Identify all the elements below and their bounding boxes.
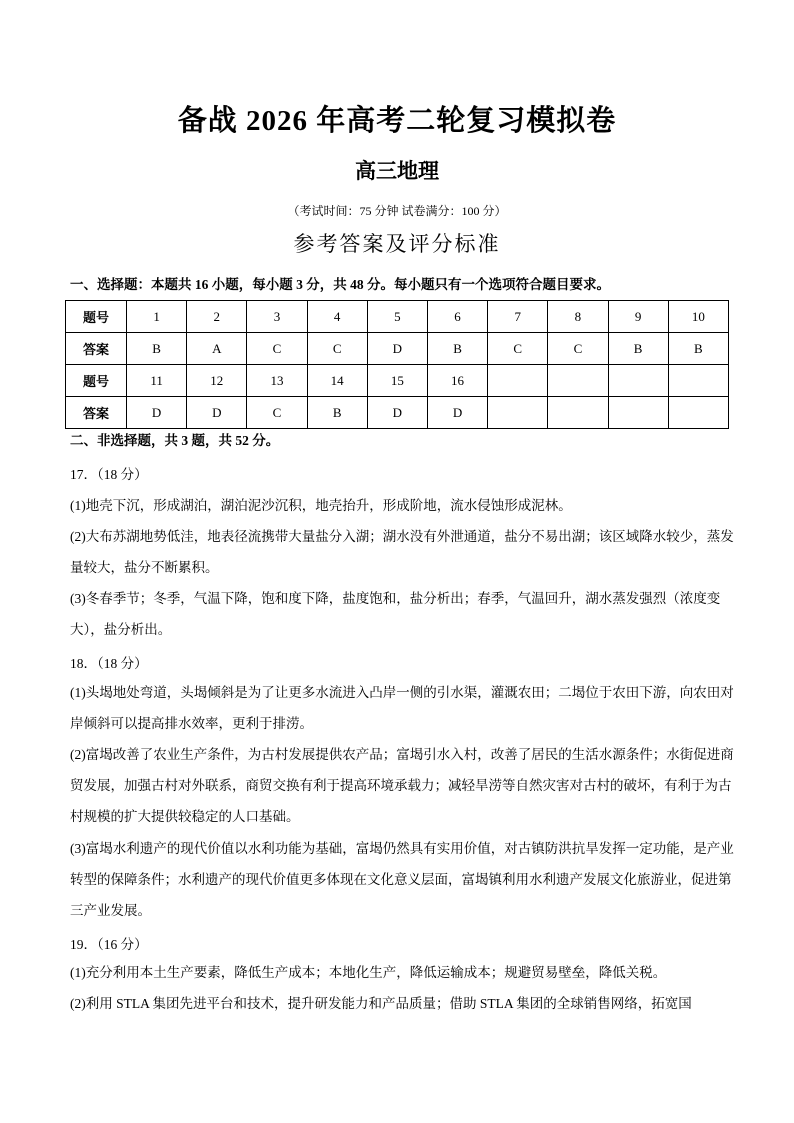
question-17-answer-2: (2)大布苏湖地势低洼，地表径流携带大量盐分入湖；湖水没有外泄通道，盐分不易出湖；该区域降水较少，蒸发量较大，盐分不断累积。 <box>70 529 734 575</box>
table-cell <box>608 397 668 429</box>
table-cell: 2 <box>187 301 247 333</box>
question-18-heading: 18．（18 分） <box>70 656 148 671</box>
table-cell: D <box>427 397 487 429</box>
table-cell: 4 <box>307 301 367 333</box>
table-cell: 10 <box>668 301 728 333</box>
table-row-answers-1 <box>66 333 729 365</box>
table-cell: 1 <box>127 301 187 333</box>
table-cell: 11 <box>127 365 187 397</box>
table-row-numbers-2 <box>66 365 729 397</box>
table-cell: B <box>427 333 487 365</box>
table-cell <box>548 365 608 397</box>
table-cell: 13 <box>247 365 307 397</box>
table-cell: 7 <box>488 301 548 333</box>
table-cell: D <box>367 333 427 365</box>
table-cell <box>488 365 548 397</box>
document-subtitle: 高三地理 <box>355 159 439 183</box>
table-cell <box>488 397 548 429</box>
question-19-heading: 19．（16 分） <box>70 937 148 952</box>
table-cell <box>608 365 668 397</box>
question-19-answer-1: (1)充分利用本土生产要素，降低生产成本；本地化生产，降低运输成本；规避贸易壁垒，降低关税。 <box>70 965 667 980</box>
table-cell <box>668 397 728 429</box>
question-19-answer-2: (2)利用 STLA 集团先进平台和技术，提升研发能力和产品质量；借助 STLA 集团的全球销售网络，拓宽国 <box>70 996 692 1011</box>
row-label-answer: 答案 <box>66 333 127 365</box>
table-cell: C <box>548 333 608 365</box>
table-cell: C <box>488 333 548 365</box>
table-cell: B <box>127 333 187 365</box>
table-cell: 8 <box>548 301 608 333</box>
section2-heading: 二、非选择题，共 3 题，共 52 分。 <box>70 433 280 448</box>
table-cell: 6 <box>427 301 487 333</box>
table-cell: 3 <box>247 301 307 333</box>
table-cell: A <box>187 333 247 365</box>
table-cell: C <box>307 333 367 365</box>
table-cell <box>548 397 608 429</box>
table-cell: 14 <box>307 365 367 397</box>
table-cell: 15 <box>367 365 427 397</box>
table-cell: 9 <box>608 301 668 333</box>
table-cell: 16 <box>427 365 487 397</box>
table-cell <box>668 365 728 397</box>
question-18-answer-3: (3)富堨水利遗产的现代价值以水利功能为基础，富堨仍然具有实用价值，对古镇防洪抗旱发挥一定功能，是产业转型的保障条件；水利遗产的现代价值更多体现在文化意义层面，富堨镇利用水利遗产发展文化旅游业，促进第三产业发展。 <box>70 841 734 918</box>
row-label-question: 题号 <box>66 365 127 397</box>
question-17-answer-1: (1)地壳下沉，形成湖泊，湖泊泥沙沉积，地壳抬升，形成阶地，流水侵蚀形成泥林。 <box>70 498 572 513</box>
section1-heading: 一、选择题：本题共 16 小题，每小题 3 分，共 48 分。每小题只有一个选项符合题目要求。 <box>70 277 610 292</box>
table-cell: D <box>127 397 187 429</box>
question-17-heading: 17．（18 分） <box>70 467 148 482</box>
exam-info: （考试时间：75 分钟 试卷满分：100 分） <box>287 204 507 218</box>
table-row-numbers-1 <box>66 301 729 333</box>
table-cell: C <box>247 333 307 365</box>
answer-table <box>65 300 729 429</box>
answer-heading: 参考答案及评分标准 <box>293 232 501 256</box>
row-label-answer: 答案 <box>66 397 127 429</box>
table-cell: B <box>307 397 367 429</box>
row-label-question: 题号 <box>66 301 127 333</box>
table-cell: D <box>367 397 427 429</box>
table-cell: C <box>247 397 307 429</box>
document-title: 备战 2026 年高考二轮复习模拟卷 <box>177 105 617 137</box>
question-18-answer-2: (2)富堨改善了农业生产条件，为古村发展提供农产品；富堨引水入村，改善了居民的生活水源条件；水街促进商贸发展，加强古村对外联系，商贸交换有利于提高环境承载力；减轻旱涝等自然灾害对古村的破坏，有利于为古村规模的扩大提供较稳定的人口基础。 <box>70 747 734 824</box>
table-cell: B <box>608 333 668 365</box>
table-cell: B <box>668 333 728 365</box>
table-row-answers-2 <box>66 397 729 429</box>
table-cell: 5 <box>367 301 427 333</box>
table-cell: 12 <box>187 365 247 397</box>
question-18-answer-1: (1)头堨地处弯道，头堨倾斜是为了让更多水流进入凸岸一侧的引水渠，灌溉农田；二堨位于农田下游，向农田对岸倾斜可以提高排水效率，更利于排涝。 <box>70 685 734 731</box>
table-cell: D <box>187 397 247 429</box>
question-17-answer-3: (3)冬春季节；冬季，气温下降，饱和度下降，盐度饱和，盐分析出；春季，气温回升，湖水蒸发强烈（浓度变大），盐分析出。 <box>70 591 721 637</box>
